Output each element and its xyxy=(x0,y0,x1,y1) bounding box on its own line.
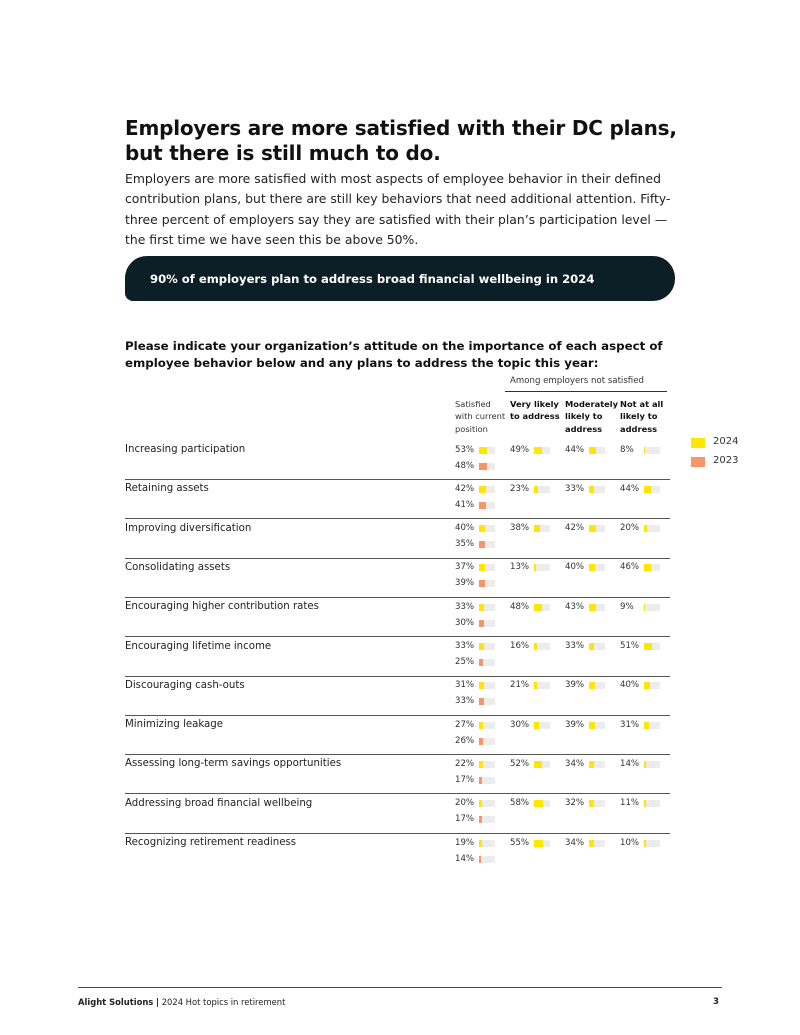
bar-fill xyxy=(479,580,485,587)
cell-value: 48% xyxy=(510,601,530,612)
bar-fill xyxy=(644,564,651,571)
cell-value: 23% xyxy=(510,483,530,494)
bar-track xyxy=(589,604,605,611)
cell-value: 40% xyxy=(565,562,585,573)
cell-value: 21% xyxy=(510,680,530,691)
row-label: Consolidating assets xyxy=(125,561,231,573)
cell-value: 33% xyxy=(455,641,475,651)
bar-track xyxy=(479,856,495,863)
cell-value: 20% xyxy=(620,523,640,534)
bar-track xyxy=(589,761,605,768)
bar-fill xyxy=(479,816,482,823)
title-line-2: but there is still much to do. xyxy=(125,141,441,165)
cell-value: 10% xyxy=(620,837,640,848)
bar-fill xyxy=(534,840,543,847)
bar-fill xyxy=(534,486,538,493)
bar-fill xyxy=(534,604,542,611)
cell-value: 31% xyxy=(620,719,640,730)
bar-track xyxy=(534,447,550,454)
cell-value: 17% xyxy=(455,774,475,785)
cell-value: 30% xyxy=(510,719,530,730)
cell-value: 22% xyxy=(455,758,475,769)
bar-fill xyxy=(644,800,646,807)
cell-value: 55% xyxy=(510,837,530,848)
bar-fill xyxy=(479,682,484,689)
cell-value: 52% xyxy=(510,758,530,769)
bar-fill xyxy=(589,800,594,807)
bar-track xyxy=(479,463,495,470)
bar-track xyxy=(644,722,660,729)
banner-text: 90% of employers plan to address broad financial wellbeing in 2024 xyxy=(150,271,595,286)
table-row xyxy=(125,519,670,558)
bar-track xyxy=(479,698,495,705)
cell-value: 14% xyxy=(620,758,640,769)
bar-fill xyxy=(479,643,484,650)
bar-fill xyxy=(644,525,647,532)
row-label: Discouraging cash-outs xyxy=(125,679,245,691)
cell-value: 16% xyxy=(510,641,530,651)
bar-fill xyxy=(479,525,485,532)
bar-fill xyxy=(589,682,595,689)
cell-value: 30% xyxy=(455,617,475,628)
row-label: Minimizing leakage xyxy=(125,719,224,731)
bar-track xyxy=(534,525,550,532)
bar-track xyxy=(479,761,495,768)
bar-fill xyxy=(479,659,483,666)
bar-fill xyxy=(479,604,484,611)
row-label: Addressing broad financial wellbeing xyxy=(125,797,313,809)
cell-value: 25% xyxy=(455,657,475,667)
cell-value: 40% xyxy=(455,523,475,534)
bar-track xyxy=(479,580,495,587)
footer xyxy=(78,997,285,1007)
bar-track xyxy=(644,840,660,847)
bar-track xyxy=(589,643,605,650)
table-row xyxy=(125,637,670,676)
cell-value: 33% xyxy=(565,483,585,494)
legend-swatch-2023 xyxy=(691,457,705,467)
cell-value: 9% xyxy=(620,601,634,612)
column-header-satisfied: Satisfied with current position xyxy=(455,399,506,434)
cell-value: 39% xyxy=(455,578,475,589)
bar-fill xyxy=(479,800,482,807)
cell-value: 48% xyxy=(455,460,475,471)
bar-track xyxy=(534,643,550,650)
bar-track xyxy=(589,564,605,571)
bar-fill xyxy=(534,722,539,729)
bar-track xyxy=(644,604,660,611)
cell-value: 43% xyxy=(565,601,585,612)
title-line-1: Employers are more satisfied with their DC plans, xyxy=(125,116,677,140)
cell-value: 37% xyxy=(455,562,475,573)
legend-label-2023: 2023 xyxy=(713,455,739,466)
bar-fill xyxy=(479,463,487,470)
bar-fill xyxy=(644,682,650,689)
cell-value: 8% xyxy=(620,444,634,455)
bar-fill xyxy=(589,525,596,532)
footer-divider xyxy=(78,987,722,988)
bar-track xyxy=(479,502,495,509)
cell-value: 13% xyxy=(510,562,530,573)
bar-track xyxy=(479,840,495,847)
cell-value: 34% xyxy=(565,758,585,769)
bar-track xyxy=(644,486,660,493)
row-label: Encouraging higher contribution rates xyxy=(125,601,319,613)
bar-fill xyxy=(479,698,484,705)
bar-track xyxy=(479,525,495,532)
table-row xyxy=(125,479,670,518)
cell-value: 35% xyxy=(455,539,475,550)
cell-value: 26% xyxy=(455,735,475,746)
cell-value: 14% xyxy=(455,853,475,864)
cell-value: 32% xyxy=(565,798,585,809)
column-header-not-at-all: Not at all likely to address xyxy=(620,399,664,434)
bar-fill xyxy=(479,738,483,745)
bar-track xyxy=(479,447,495,454)
table-row xyxy=(125,833,670,872)
bar-track xyxy=(534,722,550,729)
bar-fill xyxy=(644,486,651,493)
bar-fill xyxy=(479,620,484,627)
bar-fill xyxy=(589,761,594,768)
column-header-very-likely: Very likely to address xyxy=(510,399,560,422)
bar-fill xyxy=(644,447,645,454)
page-number: 3 xyxy=(713,997,719,1007)
cell-value: 27% xyxy=(455,719,475,730)
bar-fill xyxy=(534,447,542,454)
bar-fill xyxy=(589,840,594,847)
cell-value: 20% xyxy=(455,798,475,809)
cell-value: 49% xyxy=(510,444,530,455)
cell-value: 44% xyxy=(565,444,585,455)
table-row xyxy=(125,558,670,597)
bar-fill xyxy=(479,761,483,768)
bar-fill xyxy=(534,761,542,768)
table-row xyxy=(125,754,670,793)
cell-value: 42% xyxy=(565,523,585,534)
bar-track xyxy=(479,777,495,784)
bar-track xyxy=(479,816,495,823)
bar-fill xyxy=(479,777,482,784)
cell-value: 33% xyxy=(455,601,475,612)
intro-paragraph: Employers are more satisfied with most aspects of employee behavior in their defined contribution plans, but there are still key behaviors that need additional attention. Fifty-three percent of employers say they are satisfied with their plan’s participation level — the first time we have seen this be above 50%. xyxy=(125,171,671,248)
bar-track xyxy=(644,564,660,571)
survey-question: Please indicate your organization’s attitude on the importance of each aspect of employee behavior below and any plans to address the topic this year: xyxy=(125,339,663,370)
cell-value: 44% xyxy=(620,483,640,494)
bar-fill xyxy=(479,840,482,847)
row-label: Encouraging lifetime income xyxy=(125,640,272,652)
table-row xyxy=(125,440,670,479)
bar-fill xyxy=(479,722,483,729)
bar-fill xyxy=(479,541,485,548)
bar-fill xyxy=(479,564,485,571)
bar-track xyxy=(479,486,495,493)
bar-fill xyxy=(589,447,596,454)
bar-track xyxy=(644,800,660,807)
legend-swatch-2024 xyxy=(691,438,705,448)
bar-track xyxy=(534,800,550,807)
cell-value: 51% xyxy=(620,641,640,651)
bar-track xyxy=(589,447,605,454)
bar-track xyxy=(479,604,495,611)
footer-publication: 2024 Hot topics in retirement xyxy=(161,997,286,1007)
bar-fill xyxy=(589,643,594,650)
bar-fill xyxy=(644,604,645,611)
group-label: Among employers not satisfied xyxy=(510,376,644,386)
bar-track xyxy=(479,620,495,627)
bar-track xyxy=(644,682,660,689)
bar-track xyxy=(534,486,550,493)
cell-value: 33% xyxy=(455,696,475,707)
cell-value: 38% xyxy=(510,523,530,534)
legend-label-2024: 2024 xyxy=(713,436,739,447)
bar-track xyxy=(589,486,605,493)
footer-separator: | xyxy=(155,997,160,1007)
cell-value: 41% xyxy=(455,499,475,510)
bar-track xyxy=(589,722,605,729)
bar-fill xyxy=(589,604,596,611)
bar-track xyxy=(479,564,495,571)
row-label: Increasing participation xyxy=(125,444,246,455)
callout-banner xyxy=(125,256,675,301)
bar-track xyxy=(479,659,495,666)
bar-fill xyxy=(534,564,536,571)
bar-fill xyxy=(534,643,537,650)
bar-fill xyxy=(644,643,652,650)
cell-value: 39% xyxy=(565,719,585,730)
bar-track xyxy=(479,541,495,548)
bar-fill xyxy=(644,761,646,768)
row-label: Retaining assets xyxy=(125,483,209,495)
cell-value: 42% xyxy=(455,483,475,494)
row-label: Improving diversification xyxy=(125,522,252,534)
bar-fill xyxy=(479,447,487,454)
bar-track xyxy=(644,447,660,454)
bar-fill xyxy=(644,840,646,847)
footer-company: Alight Solutions xyxy=(78,997,154,1007)
bar-fill xyxy=(534,525,540,532)
bar-track xyxy=(479,643,495,650)
page-title xyxy=(125,116,685,166)
bar-track xyxy=(479,800,495,807)
cell-value: 46% xyxy=(620,562,640,573)
row-label: Recognizing retirement readiness xyxy=(125,837,297,848)
cell-value: 34% xyxy=(565,837,585,848)
bar-fill xyxy=(644,722,649,729)
bar-fill xyxy=(534,682,537,689)
group-divider xyxy=(505,391,667,392)
cell-value: 17% xyxy=(455,814,475,825)
cell-value: 58% xyxy=(510,798,530,809)
bar-track xyxy=(479,738,495,745)
bar-track xyxy=(534,840,550,847)
bar-fill xyxy=(479,486,486,493)
bar-fill xyxy=(479,502,486,509)
bar-fill xyxy=(589,486,594,493)
bar-track xyxy=(479,722,495,729)
bar-track xyxy=(589,800,605,807)
cell-value: 33% xyxy=(565,641,585,651)
cell-value: 31% xyxy=(455,680,475,691)
bar-fill xyxy=(534,800,543,807)
bar-track xyxy=(534,682,550,689)
row-label: Assessing long-term savings opportunities xyxy=(125,758,342,770)
table-row xyxy=(125,794,670,833)
bar-fill xyxy=(589,722,595,729)
cell-value: 53% xyxy=(455,444,475,455)
table-row xyxy=(125,597,670,636)
bar-track xyxy=(644,525,660,532)
bar-fill xyxy=(589,564,595,571)
cell-value: 11% xyxy=(620,798,640,809)
bar-track xyxy=(644,761,660,768)
bar-track xyxy=(534,604,550,611)
cell-value: 39% xyxy=(565,680,585,691)
cell-value: 40% xyxy=(620,680,640,691)
bar-track xyxy=(534,761,550,768)
bar-fill xyxy=(479,856,481,863)
column-header-moderately: Moderately likely to address xyxy=(565,399,619,434)
table-row xyxy=(125,715,670,754)
bar-track xyxy=(589,525,605,532)
cell-value: 19% xyxy=(455,837,475,848)
bar-track xyxy=(589,840,605,847)
bar-track xyxy=(479,682,495,689)
bar-track xyxy=(589,682,605,689)
table-row xyxy=(125,676,670,715)
bar-track xyxy=(534,564,550,571)
bar-track xyxy=(644,643,660,650)
